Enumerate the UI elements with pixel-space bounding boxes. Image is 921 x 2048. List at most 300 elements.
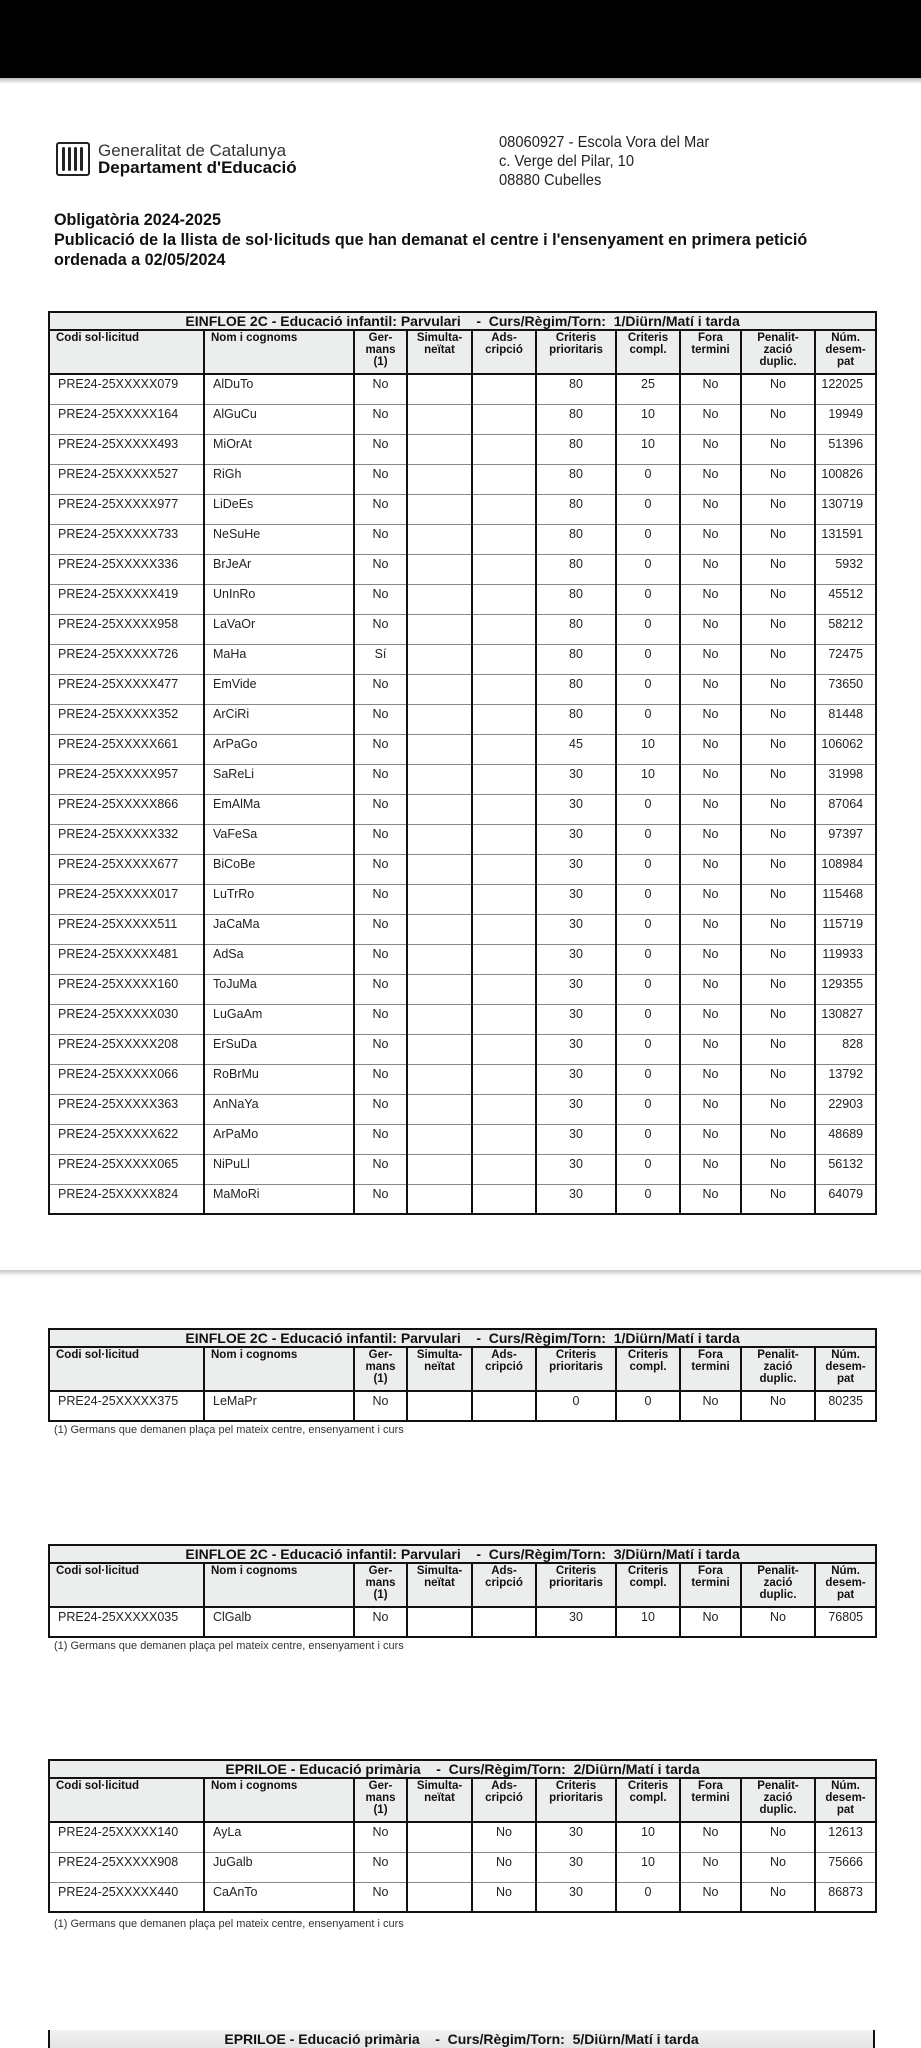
table-header-row [49, 1778, 876, 1822]
school-address [499, 133, 709, 190]
column-header: Ger- mans (1) [354, 1563, 407, 1607]
table-cell: 131591 [815, 524, 876, 554]
table-cell: 30 [536, 1184, 616, 1214]
table-cell: NeSuHe [204, 524, 354, 554]
column-header: Ads- cripció [472, 1778, 536, 1822]
table-caption: EINFLOE 2C - Educació infantil: Parvulari - Curs/Règim/Torn: 1/Diürn/Matí i tarda [49, 312, 876, 330]
table-cell [407, 464, 472, 494]
table-cell: 56132 [815, 1154, 876, 1184]
table-cell [407, 1607, 472, 1637]
column-header: Simulta- neïtat [407, 1563, 472, 1607]
table-cell [472, 374, 536, 404]
table-caption-partial: EPRILOE - Educació primària - Curs/Règim/Torn: 5/Diürn/Matí i tarda [48, 2030, 875, 2048]
table-cell: 0 [536, 1391, 616, 1421]
table-cell: 30 [536, 1607, 616, 1637]
table-cell: No [354, 494, 407, 524]
table-cell: RoBrMu [204, 1064, 354, 1094]
table-caption: EINFLOE 2C - Educació infantil: Parvulari - Curs/Règim/Torn: 1/Diürn/Matí i tarda [49, 1329, 876, 1347]
table-cell [472, 1184, 536, 1214]
column-header: Criteris compl. [616, 330, 680, 374]
table-cell: 19949 [815, 404, 876, 434]
table-cell: PRE24-25XXXXX866 [49, 794, 204, 824]
table-cell: 22903 [815, 1094, 876, 1124]
column-header: Codi sol·licitud [49, 330, 204, 374]
table-cell: PRE24-25XXXXX375 [49, 1391, 204, 1421]
table-cell: 75666 [815, 1852, 876, 1882]
table-cell: PRE24-25XXXXX164 [49, 404, 204, 434]
table-cell: 10 [616, 404, 680, 434]
table-cell: 58212 [815, 614, 876, 644]
column-header: Nom i cognoms [204, 1563, 354, 1607]
table-cell: No [741, 494, 815, 524]
table-cell: No [354, 1124, 407, 1154]
table-cell: PRE24-25XXXXX017 [49, 884, 204, 914]
column-header: Codi sol·licitud [49, 1563, 204, 1607]
table-cell: 30 [536, 1064, 616, 1094]
table-cell: 30 [536, 1154, 616, 1184]
table-cell: PRE24-25XXXXX066 [49, 1064, 204, 1094]
table-cell: 828 [815, 1034, 876, 1064]
table-cell: EmAlMa [204, 794, 354, 824]
table-cell: PRE24-25XXXXX733 [49, 524, 204, 554]
table-cell [472, 584, 536, 614]
table-cell: 30 [536, 1124, 616, 1154]
table-cell: No [680, 944, 741, 974]
table-cell: 30 [536, 764, 616, 794]
title-description: Publicació de la llista de sol·licituds que han demanat el centre i l'ensenyament en primera petició ordenada a 02/05/2024 [54, 230, 808, 269]
table-cell [472, 1004, 536, 1034]
table-cell: No [354, 1822, 407, 1852]
column-header: Fora termini [680, 1563, 741, 1607]
table-cell: No [741, 674, 815, 704]
table-cell [472, 824, 536, 854]
table-cell: No [680, 794, 741, 824]
table-row [49, 464, 876, 494]
table-cell [407, 1882, 472, 1912]
table-cell: No [741, 1064, 815, 1094]
table-cell: No [741, 884, 815, 914]
top-status-bar [0, 0, 921, 78]
table-cell: 10 [616, 434, 680, 464]
table-cell: BrJeAr [204, 554, 354, 584]
table-row [49, 1064, 876, 1094]
table-cell: No [741, 644, 815, 674]
table-cell [472, 1391, 536, 1421]
table-cell [407, 1822, 472, 1852]
table-row [49, 914, 876, 944]
column-header: Núm. desem- pat [815, 1778, 876, 1822]
table-cell: ErSuDa [204, 1034, 354, 1064]
table-cell: 0 [616, 824, 680, 854]
table-cell: No [741, 1004, 815, 1034]
column-header: Núm. desem- pat [815, 1347, 876, 1391]
table-cell: No [741, 1391, 815, 1421]
column-header: Nom i cognoms [204, 1347, 354, 1391]
table-cell: PRE24-25XXXXX477 [49, 674, 204, 704]
table-cell: No [741, 1184, 815, 1214]
table-cell: 72475 [815, 644, 876, 674]
table-cell: No [354, 884, 407, 914]
table-cell [472, 674, 536, 704]
table-cell: No [354, 1094, 407, 1124]
table-cell: No [741, 1154, 815, 1184]
table-row [49, 614, 876, 644]
column-header: Simulta- neïtat [407, 1347, 472, 1391]
table-cell: 30 [536, 884, 616, 914]
table-cell: PRE24-25XXXXX332 [49, 824, 204, 854]
table-cell: No [354, 1154, 407, 1184]
table-cell: 80 [536, 404, 616, 434]
table-cell: 25 [616, 374, 680, 404]
table-cell: 97397 [815, 824, 876, 854]
table-cell: 0 [616, 974, 680, 1004]
table-cell: No [741, 914, 815, 944]
table-cell: 129355 [815, 974, 876, 1004]
table-cell: No [680, 854, 741, 884]
table-cell: 130827 [815, 1004, 876, 1034]
table-cell: 80 [536, 434, 616, 464]
column-header: Ads- cripció [472, 330, 536, 374]
table-cell: PRE24-25XXXXX079 [49, 374, 204, 404]
table-cell: ToJuMa [204, 974, 354, 1004]
table-cell: SaReLi [204, 764, 354, 794]
table-cell: No [741, 734, 815, 764]
table-cell: No [354, 704, 407, 734]
table-cell: No [354, 1184, 407, 1214]
table-cell: PRE24-25XXXXX208 [49, 1034, 204, 1064]
table-cell: AyLa [204, 1822, 354, 1852]
table-cell: PRE24-25XXXXX160 [49, 974, 204, 1004]
table-cell [407, 374, 472, 404]
table-cell: No [741, 374, 815, 404]
table-cell: 0 [616, 854, 680, 884]
table-cell: No [680, 1034, 741, 1064]
table-cell: 13792 [815, 1064, 876, 1094]
table-cell: PRE24-25XXXXX957 [49, 764, 204, 794]
table-cell [407, 884, 472, 914]
table-cell: PRE24-25XXXXX622 [49, 1124, 204, 1154]
table-cell: No [741, 1607, 815, 1637]
table-cell: No [472, 1882, 536, 1912]
table-row [49, 824, 876, 854]
table-cell: 0 [616, 704, 680, 734]
column-header: Codi sol·licitud [49, 1778, 204, 1822]
table-cell: No [680, 524, 741, 554]
column-header: Ger- mans (1) [354, 330, 407, 374]
table-cell: No [472, 1852, 536, 1882]
table-cell: ClGalb [204, 1607, 354, 1637]
table-cell: 10 [616, 1822, 680, 1852]
column-header: Fora termini [680, 1347, 741, 1391]
table-cell: JuGalb [204, 1852, 354, 1882]
table-cell [407, 524, 472, 554]
table-cell: No [680, 644, 741, 674]
table-cell [472, 554, 536, 584]
table-row [49, 374, 876, 404]
table-cell: CaAnTo [204, 1882, 354, 1912]
table-cell: MaHa [204, 644, 354, 674]
footnote: (1) Germans que demanen plaça pel mateix centre, ensenyament i curs [54, 1640, 404, 1652]
table-cell: No [354, 584, 407, 614]
table-row [49, 794, 876, 824]
table-cell: PRE24-25XXXXX977 [49, 494, 204, 524]
table-cell: 0 [616, 1154, 680, 1184]
school-street: c. Verge del Pilar, 10 [499, 153, 635, 170]
table-cell [407, 1064, 472, 1094]
table-row [49, 764, 876, 794]
table-cell: 130719 [815, 494, 876, 524]
table-cell: 0 [616, 674, 680, 704]
table-cell: No [354, 614, 407, 644]
table-cell: 80 [536, 644, 616, 674]
table-cell: No [680, 494, 741, 524]
table-cell: PRE24-25XXXXX030 [49, 1004, 204, 1034]
table-cell [407, 614, 472, 644]
column-header: Ger- mans (1) [354, 1778, 407, 1822]
table-cell: No [741, 944, 815, 974]
table-row [49, 974, 876, 1004]
table-cell [472, 764, 536, 794]
table-cell: 108984 [815, 854, 876, 884]
table-cell: 0 [616, 644, 680, 674]
table-row [49, 944, 876, 974]
table-cell: EmVide [204, 674, 354, 704]
column-header: Fora termini [680, 1778, 741, 1822]
table-cell: No [680, 554, 741, 584]
table-cell: No [741, 434, 815, 464]
table-cell: No [354, 854, 407, 884]
table-cell: No [741, 464, 815, 494]
table-cell: 119933 [815, 944, 876, 974]
table-cell: 30 [536, 1034, 616, 1064]
column-header: Criteris compl. [616, 1778, 680, 1822]
table-cell: 115468 [815, 884, 876, 914]
table-row [49, 704, 876, 734]
table-cell: No [741, 974, 815, 1004]
table-row [49, 404, 876, 434]
table-cell [407, 584, 472, 614]
table-cell: 5932 [815, 554, 876, 584]
table-cell: No [680, 1004, 741, 1034]
table-cell [407, 494, 472, 524]
table-cell: No [680, 884, 741, 914]
table-cell: 0 [616, 1064, 680, 1094]
applications-table [48, 1328, 877, 1422]
table-cell: 0 [616, 494, 680, 524]
table-cell: PRE24-25XXXXX677 [49, 854, 204, 884]
table-cell: 76805 [815, 1607, 876, 1637]
table-cell: LiDeEs [204, 494, 354, 524]
table-cell: No [741, 1882, 815, 1912]
table-cell: NiPuLl [204, 1154, 354, 1184]
table-cell [407, 914, 472, 944]
table-cell: ArPaGo [204, 734, 354, 764]
table-cell: PRE24-25XXXXX065 [49, 1154, 204, 1184]
column-header: Penalit- zació duplic. [741, 1778, 815, 1822]
table-header-row [49, 1563, 876, 1607]
column-header: Criteris prioritaris [536, 1778, 616, 1822]
table-cell [472, 854, 536, 884]
table-cell: 73650 [815, 674, 876, 704]
logo-line-department: Departament d'Educació [98, 158, 297, 177]
table-cell: No [680, 1094, 741, 1124]
table-cell: 0 [616, 1034, 680, 1064]
title-year: Obligatòria 2024-2025 [54, 210, 221, 229]
table-cell: 80 [536, 554, 616, 584]
table-row [49, 1004, 876, 1034]
table-cell: No [680, 374, 741, 404]
table-cell: 48689 [815, 1124, 876, 1154]
table-cell: 10 [616, 1852, 680, 1882]
table-cell: No [354, 374, 407, 404]
table-cell: 31998 [815, 764, 876, 794]
table-cell: ArPaMo [204, 1124, 354, 1154]
table-cell: JaCaMa [204, 914, 354, 944]
footnote: (1) Germans que demanen plaça pel mateix centre, ensenyament i curs [54, 1424, 404, 1436]
table-cell: No [741, 1034, 815, 1064]
table-cell: 0 [616, 1094, 680, 1124]
table-cell: No [680, 614, 741, 644]
table-cell: No [680, 464, 741, 494]
table-cell: No [680, 1607, 741, 1637]
table-cell: 80 [536, 584, 616, 614]
column-header: Penalit- zació duplic. [741, 1347, 815, 1391]
table-cell: PRE24-25XXXXX419 [49, 584, 204, 614]
table-cell [407, 434, 472, 464]
table-cell: No [741, 764, 815, 794]
table-cell: PRE24-25XXXXX440 [49, 1882, 204, 1912]
table-cell: BiCoBe [204, 854, 354, 884]
table-cell [472, 614, 536, 644]
table-cell [407, 404, 472, 434]
table-cell: PRE24-25XXXXX908 [49, 1852, 204, 1882]
table-row [49, 1124, 876, 1154]
column-header: Criteris compl. [616, 1347, 680, 1391]
table-cell [472, 1094, 536, 1124]
column-header: Simulta- neïtat [407, 1778, 472, 1822]
table-cell: PRE24-25XXXXX824 [49, 1184, 204, 1214]
table-cell: 0 [616, 1391, 680, 1421]
table-cell [472, 1154, 536, 1184]
footnote: (1) Germans que demanen plaça pel mateix centre, ensenyament i curs [54, 1918, 404, 1930]
table-row [49, 1391, 876, 1421]
table-cell: PRE24-25XXXXX352 [49, 704, 204, 734]
table-cell: No [354, 1852, 407, 1882]
table-cell [407, 734, 472, 764]
table-cell [407, 554, 472, 584]
table-cell: 30 [536, 944, 616, 974]
table-cell: 80 [536, 674, 616, 704]
column-header: Fora termini [680, 330, 741, 374]
column-header: Criteris prioritaris [536, 1347, 616, 1391]
table-cell: 30 [536, 1004, 616, 1034]
table-row [49, 644, 876, 674]
table-cell: No [741, 404, 815, 434]
table-row [49, 734, 876, 764]
table-row [49, 1094, 876, 1124]
table-row [49, 494, 876, 524]
table-cell [407, 1184, 472, 1214]
table-row [49, 434, 876, 464]
table-cell [472, 1034, 536, 1064]
table-cell [407, 674, 472, 704]
table-cell: No [680, 1882, 741, 1912]
table-cell [472, 494, 536, 524]
table-row [49, 524, 876, 554]
column-header: Ads- cripció [472, 1347, 536, 1391]
table-cell: 87064 [815, 794, 876, 824]
table-cell: 0 [616, 914, 680, 944]
table-cell: No [354, 914, 407, 944]
table-cell: No [741, 794, 815, 824]
table-cell: LuTrRo [204, 884, 354, 914]
table-row [49, 884, 876, 914]
table-cell [407, 1154, 472, 1184]
table-cell: No [680, 1124, 741, 1154]
table-row [49, 1882, 876, 1912]
table-cell [472, 704, 536, 734]
table-cell: 30 [536, 1882, 616, 1912]
table-cell [407, 1094, 472, 1124]
table-cell: 0 [616, 614, 680, 644]
table-cell: No [741, 1822, 815, 1852]
column-header: Nom i cognoms [204, 1778, 354, 1822]
table-cell: AlGuCu [204, 404, 354, 434]
table-cell: PRE24-25XXXXX726 [49, 644, 204, 674]
table-cell: MiOrAt [204, 434, 354, 464]
table-cell: PRE24-25XXXXX661 [49, 734, 204, 764]
table-cell: No [680, 674, 741, 704]
table-cell: 30 [536, 974, 616, 1004]
table-cell: 115719 [815, 914, 876, 944]
logo-line-generalitat: Generalitat de Catalunya [98, 141, 287, 160]
table-cell [407, 1391, 472, 1421]
table-cell: 12613 [815, 1822, 876, 1852]
table-cell: 0 [616, 1882, 680, 1912]
table-row [49, 1822, 876, 1852]
table-cell: No [741, 554, 815, 584]
table-cell: No [680, 824, 741, 854]
table-cell: 80235 [815, 1391, 876, 1421]
school-city: 08880 Cubelles [499, 172, 602, 189]
table-cell: No [741, 704, 815, 734]
table-header-row [49, 330, 876, 374]
table-cell: No [354, 944, 407, 974]
table-cell: PRE24-25XXXXX958 [49, 614, 204, 644]
table-cell: 86873 [815, 1882, 876, 1912]
table-cell: No [354, 404, 407, 434]
table-cell: 100826 [815, 464, 876, 494]
table-cell: LaVaOr [204, 614, 354, 644]
table-cell: LuGaAm [204, 1004, 354, 1034]
table-cell: No [680, 764, 741, 794]
table-cell: PRE24-25XXXXX363 [49, 1094, 204, 1124]
table-cell [472, 404, 536, 434]
table-cell: 0 [616, 464, 680, 494]
table-cell: No [741, 524, 815, 554]
table-row [49, 674, 876, 704]
table-cell: 10 [616, 764, 680, 794]
page-separator [0, 1270, 921, 1276]
table-cell: No [680, 1154, 741, 1184]
senyera-shield-icon [56, 142, 90, 176]
table-cell: No [354, 1391, 407, 1421]
table-cell [472, 974, 536, 1004]
table-cell: No [680, 584, 741, 614]
table-cell: No [680, 704, 741, 734]
table-cell: 80 [536, 374, 616, 404]
table-cell: 0 [616, 1184, 680, 1214]
